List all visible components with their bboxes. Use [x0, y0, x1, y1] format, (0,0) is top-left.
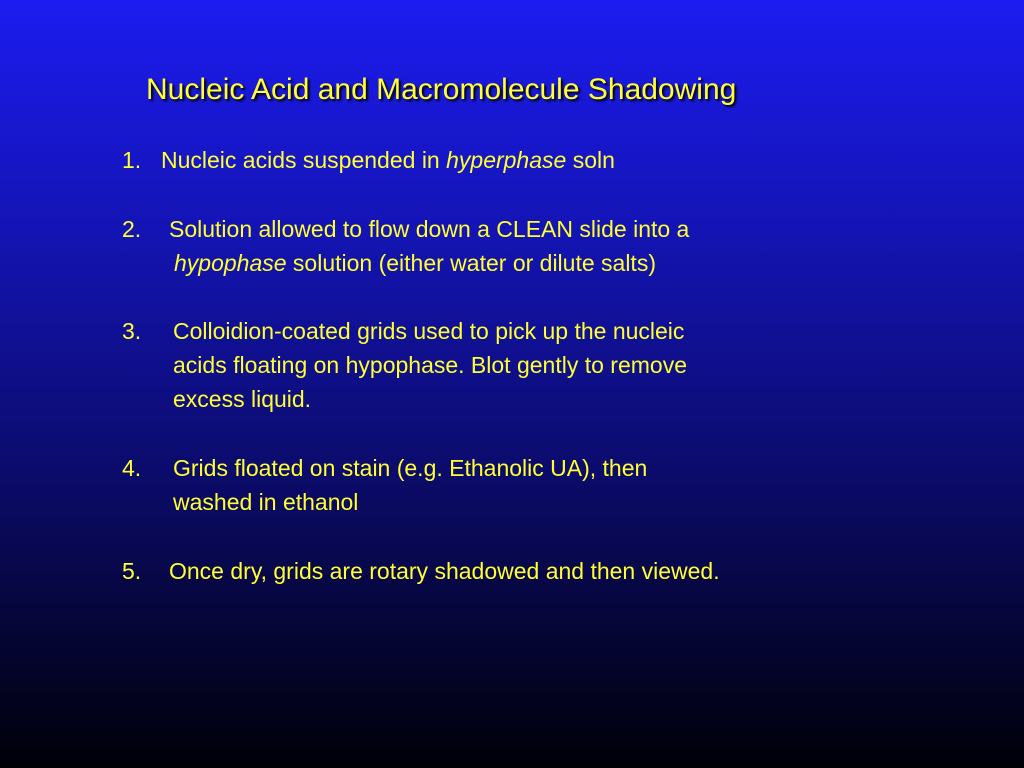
list-item-2 [122, 212, 689, 280]
item-number: 3. [122, 318, 142, 344]
item-text: soln [566, 147, 615, 173]
list-item-5 [122, 554, 720, 588]
item-italic-term: hypophase [174, 250, 287, 276]
item-line: washed in ethanol [173, 489, 359, 515]
item-italic-term: hyperphase [446, 147, 567, 173]
item-number: 2. [122, 216, 142, 242]
item-number: 4. [122, 455, 142, 481]
item-text: solution (either water or dilute salts) [286, 250, 656, 276]
item-line: acids floating on hypophase. Blot gently to remove [173, 352, 687, 378]
list-item-4 [122, 451, 647, 519]
item-line: Colloidion-coated grids used to pick up the nucleic [173, 318, 685, 344]
item-line [122, 143, 615, 177]
item-line: Solution allowed to flow down a CLEAN slide into a [169, 216, 690, 242]
item-line: excess liquid. [173, 386, 312, 412]
list-item-1 [122, 143, 615, 177]
item-text: Nucleic acids suspended in [161, 147, 447, 173]
item-line: Grids floated on stain (e.g. Ethanolic UA), then [173, 455, 648, 481]
list-item-3 [122, 314, 687, 416]
item-line: Once dry, grids are rotary shadowed and then viewed. [169, 558, 720, 584]
slide-title: Nucleic Acid and Macromolecule Shadowing [146, 73, 737, 106]
item-number: 1. [122, 147, 142, 173]
item-number: 5. [122, 558, 142, 584]
item-line [122, 246, 689, 280]
